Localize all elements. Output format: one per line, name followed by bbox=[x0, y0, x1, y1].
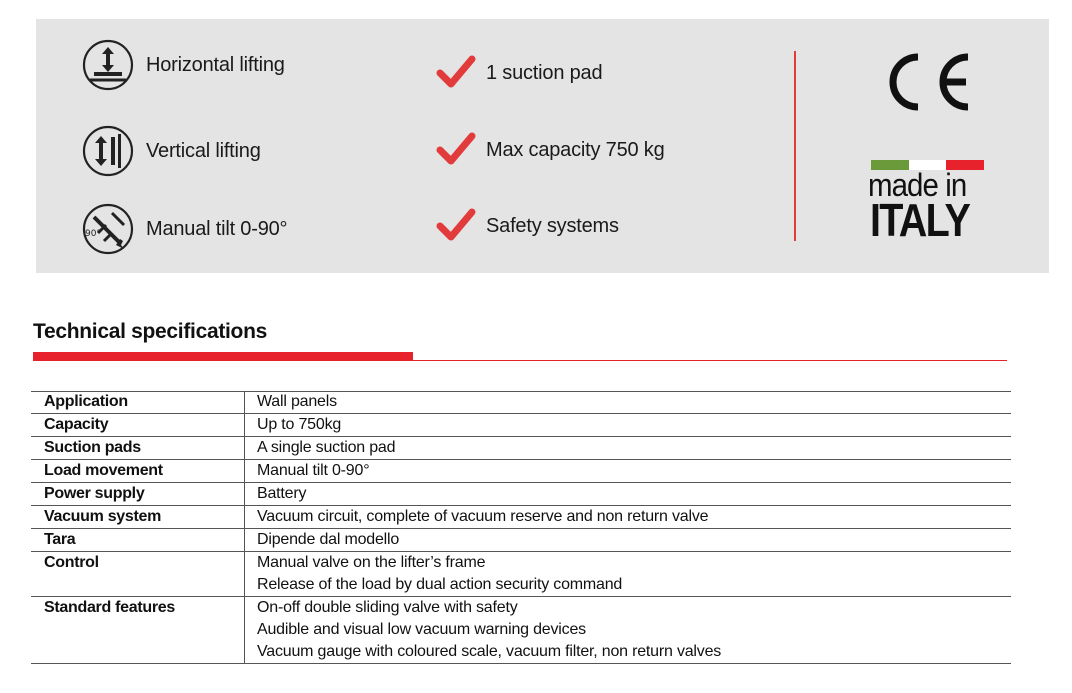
manual-tilt-icon bbox=[82, 203, 134, 255]
spec-value-line: Up to 750kg bbox=[257, 416, 342, 433]
table-row bbox=[31, 437, 1011, 460]
spec-value-line: Battery bbox=[257, 485, 307, 502]
vertical-lifting-icon bbox=[82, 125, 134, 177]
spec-value bbox=[245, 414, 1012, 437]
features-panel bbox=[36, 19, 1049, 273]
italy-text: ITALY bbox=[870, 194, 970, 246]
check-icon bbox=[436, 206, 476, 246]
spec-value bbox=[245, 552, 1012, 597]
spec-key: Standard features bbox=[31, 597, 245, 664]
specs-table bbox=[31, 391, 1011, 664]
spec-value bbox=[245, 460, 1012, 483]
check-item bbox=[436, 53, 602, 93]
feature-manual-tilt bbox=[82, 203, 287, 255]
spec-value bbox=[245, 391, 1012, 414]
feature-label: Manual tilt 0-90° bbox=[146, 217, 288, 240]
spec-value bbox=[245, 437, 1012, 460]
ce-mark-icon bbox=[876, 47, 976, 117]
table-row bbox=[31, 460, 1011, 483]
spec-value bbox=[245, 483, 1012, 506]
spec-value-line: Vacuum circuit, complete of vacuum reserve and non return valve bbox=[257, 508, 709, 525]
check-label: Max capacity 750 kg bbox=[486, 138, 665, 161]
title-rule-thick bbox=[33, 352, 413, 361]
spec-key: Power supply bbox=[31, 483, 245, 506]
spec-value bbox=[245, 529, 1012, 552]
spec-value-line: Manual valve on the lifter’s frame bbox=[257, 554, 486, 571]
check-item bbox=[436, 130, 665, 170]
table-row bbox=[31, 483, 1011, 506]
spec-value-line: On-off double sliding valve with safety bbox=[257, 599, 518, 616]
spec-key: Load movement bbox=[31, 460, 245, 483]
spec-key: Application bbox=[31, 391, 245, 414]
check-item bbox=[436, 206, 619, 246]
spec-value-line: Audible and visual low vacuum warning devices bbox=[257, 621, 586, 638]
table-row bbox=[31, 597, 1011, 664]
check-label: Safety systems bbox=[486, 214, 619, 237]
spec-title: Technical specifications bbox=[33, 320, 267, 343]
divider-line bbox=[794, 51, 796, 241]
spec-value-line: Manual tilt 0-90° bbox=[257, 462, 370, 479]
horizontal-lifting-icon bbox=[82, 39, 134, 91]
spec-value-line: Vacuum gauge with coloured scale, vacuum filter, non return valves bbox=[257, 643, 722, 660]
table-row bbox=[31, 552, 1011, 597]
made-in-text: made in bbox=[868, 167, 967, 203]
spec-value-line: Release of the load by dual action security command bbox=[257, 576, 623, 593]
spec-key: Suction pads bbox=[31, 437, 245, 460]
spec-value bbox=[245, 597, 1012, 664]
title-rule-thin bbox=[413, 360, 1007, 361]
spec-key: Tara bbox=[31, 529, 245, 552]
feature-label: Vertical lifting bbox=[146, 139, 261, 162]
spec-key: Control bbox=[31, 552, 245, 597]
spec-value bbox=[245, 506, 1012, 529]
spec-key: Capacity bbox=[31, 414, 245, 437]
check-label: 1 suction pad bbox=[486, 61, 603, 84]
check-icon bbox=[436, 130, 476, 170]
table-row bbox=[31, 391, 1011, 414]
spec-value-line: Dipende dal modello bbox=[257, 531, 400, 548]
spec-value-line: Wall panels bbox=[257, 393, 337, 410]
feature-horizontal-lifting bbox=[82, 39, 285, 91]
feature-vertical-lifting bbox=[82, 125, 261, 177]
feature-label: Horizontal lifting bbox=[146, 53, 285, 76]
table-row bbox=[31, 506, 1011, 529]
spec-value-line: A single suction pad bbox=[257, 439, 396, 456]
table-row bbox=[31, 529, 1011, 552]
spec-key: Vacuum system bbox=[31, 506, 245, 529]
table-row bbox=[31, 414, 1011, 437]
check-icon bbox=[436, 53, 476, 93]
tilt-angle-text: 90° bbox=[85, 229, 101, 239]
